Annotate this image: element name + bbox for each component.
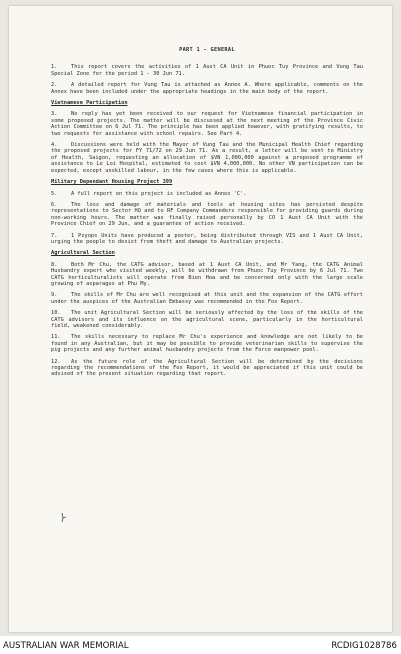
section-heading: Agricultural Section xyxy=(51,250,115,257)
paragraph-number: 12. xyxy=(51,358,61,365)
paragraph-text: No reply has yet been received to our request for Vietnamese financial participation in some proposed projects. The matter will be discussed at the next meeting of the Province Civic Action Committee on 6 Jul 71. The principle has been applied however, with gratifying results, to two requests for assistance with school repairs. See Part 4. xyxy=(51,111,363,137)
handwritten-tick-mark xyxy=(60,512,68,523)
numbered-paragraph xyxy=(51,202,363,228)
sections-container xyxy=(51,64,363,377)
paragraph-text: The loss and damage of materials and tools at housing sites has persisted despite representations to Sector HQ and to RF Company Commanders responsible for providing guards during non-working hours. The matter was finally raised personally by CO 1 Aust CA Unit with the Province Chief on 29 Jun, and a guarantee of action received. xyxy=(51,201,363,228)
footer-record-id: RCDIG1028786 xyxy=(331,641,397,651)
paragraph-text: The unit Agricultural Section will be seriously affected by the loss of the skills of the CATG advisors and its influence on the agricultural scene, particularly in the horticultural field, weakened considerably. xyxy=(51,310,363,329)
numbered-paragraph xyxy=(51,233,363,246)
numbered-paragraph xyxy=(51,111,363,137)
numbered-paragraph xyxy=(51,64,363,77)
numbered-paragraph xyxy=(51,334,363,353)
paragraph-text: Discussions were held with the Mayor of Vung Tau and the Municipal Health Chief regarding the proposed projects for FY 71/72 on 29 Jun 71. As a result, a letter will be sent to Ministry of Health, Saigon, requesting an allocation of $VN 1,000,000 against a proposed programme of assistance to Le Loi Hospital, estimated to cost $VN 4,000,000. No other VN participation can be expected, except unskilled labour, in the few cases where this is applicable. xyxy=(51,142,363,174)
paragraph-number: 1. xyxy=(51,64,58,71)
numbered-paragraph xyxy=(51,82,363,95)
paragraph-text: As the future role of the Agricultural Section will be determined by the decisions regarding the recommendations of the Fox Report, it would be appreciated if this unit could be advised of the present situation regarding that report. xyxy=(51,358,363,378)
paragraph-text: A detailed report for Vung Tau is attached as Annex A. Where applicable, comments on the Annex have been included under the appropriate headings in the main body of the report. xyxy=(51,82,363,95)
numbered-paragraph xyxy=(51,191,363,197)
paragraph-text: Both Mr Chu, the CATG advisor, based at 1 Aust CA Unit, and Mr Yang, the CATG Animal Husbandry expert who visited weekly, will be withdrawn from Phuoc Tuy Province by 6 Jul 71. Two CATG horticulturalists will operate from Bien Hoa and be concerned only with the large scale growing of asparagus at Phu My. xyxy=(51,261,363,287)
paragraph-text: The skills necessary to replace Mr Chu's experience and knowledge are not likely to be found in any Australian, but it may be possible to provide veterinarian skills to supervise the pig projects and any further animal husbandry projects from the Force manpower pool. xyxy=(51,334,363,354)
paragraph-number: 7. xyxy=(51,232,58,239)
numbered-paragraph xyxy=(51,142,363,174)
paragraph-number: 11. xyxy=(51,334,61,341)
paragraph-number: 10. xyxy=(51,310,61,317)
paragraph-number: 4. xyxy=(51,142,58,149)
numbered-paragraph xyxy=(51,262,363,288)
archive-footer xyxy=(0,639,401,654)
document-body xyxy=(51,47,363,383)
page-heading: PART 1 - GENERAL xyxy=(179,47,235,53)
section-heading: Military Dependant Housing Project 399 xyxy=(51,179,173,186)
paragraph-number: 2. xyxy=(51,82,58,89)
numbered-paragraph xyxy=(51,310,363,329)
footer-institution: AUSTRALIAN WAR MEMORIAL xyxy=(3,641,129,651)
paragraph-number: 5. xyxy=(51,190,58,197)
paragraph-text: The skills of Mr Chu are well recognised at this unit and the expansion of the CATG effort under the auspices of the Australian Embassy was recommended in the Fox Report. xyxy=(51,292,363,305)
paragraph-number: 6. xyxy=(51,201,58,208)
numbered-paragraph xyxy=(51,292,363,305)
numbered-paragraph xyxy=(51,359,363,378)
paragraph-number: 9. xyxy=(51,292,58,299)
section-heading: Vietnamese Participation xyxy=(51,100,128,107)
paragraph-number: 8. xyxy=(51,261,58,268)
paragraph-number: 3. xyxy=(51,111,58,118)
paragraph-text: This report covers the activities of 1 Aust CA Unit in Phuoc Tuy Province and Vung Tau Special Zone for the period 1 - 30 Jun 71. xyxy=(51,64,363,77)
paragraph-text: 1 Psyops Units have produced a poster, being distributed through VIS and 1 Aust CA Unit, urging the people to desist from theft and damage to Australian projects. xyxy=(51,232,363,245)
paragraph-text: A full report on this project is included as Annex 'C'. xyxy=(71,190,247,197)
